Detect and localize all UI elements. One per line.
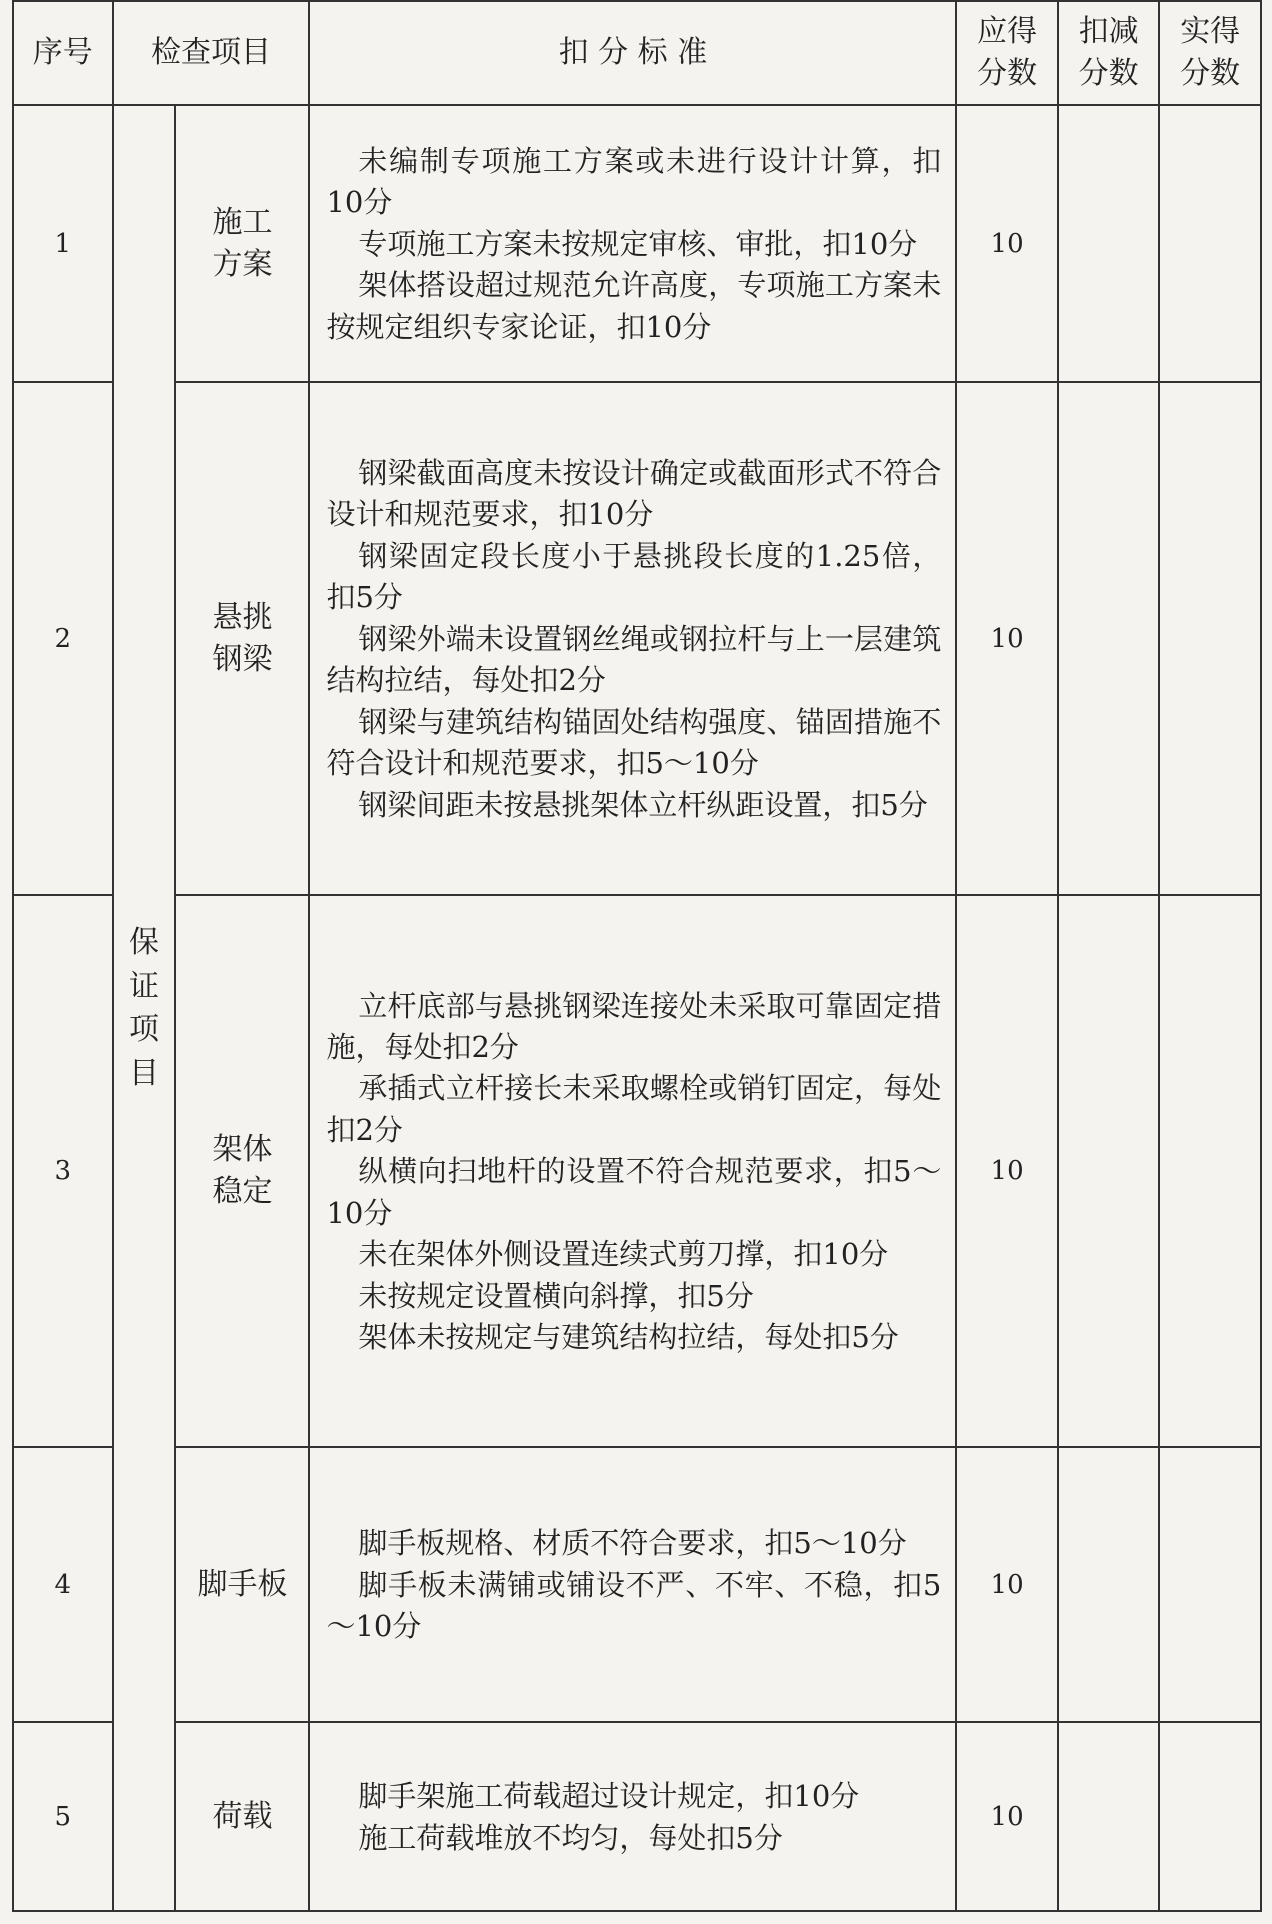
criteria-line: 脚手架施工荷载超过设计规定，扣10分: [358, 1779, 860, 1814]
row-item: 荷载: [175, 1722, 309, 1911]
header-due-score: 应得分数: [956, 1, 1058, 105]
criteria-line: 架体未按规定与建筑结构拉结，每处扣5分: [358, 1320, 899, 1355]
row-actual-score: [1159, 382, 1261, 895]
header-check-item: 检查项目: [113, 1, 310, 105]
criteria-line: 钢梁间距未按悬挑架体立杆纵距设置，扣5分: [358, 787, 928, 822]
row-actual-score: [1159, 895, 1261, 1447]
category-cell: [113, 105, 176, 1911]
row-criteria: [309, 895, 956, 1447]
header-deduct-score: 扣减分数: [1058, 1, 1160, 105]
criteria-line: 脚手板规格、材质不符合要求，扣5～10分: [358, 1526, 907, 1561]
criteria-line: 钢梁外端未设置钢丝绳或钢拉杆与上一层建筑结构拉结，每处扣2分: [326, 621, 942, 698]
row-due-score: 10: [956, 895, 1058, 1447]
criteria-line: 钢梁与建筑结构锚固处结构强度、锚固措施不符合设计和规范要求，扣5～10分: [326, 704, 942, 781]
row-actual-score: [1159, 1447, 1261, 1722]
row-seq: 4: [13, 1447, 113, 1722]
table-row: [13, 382, 1261, 895]
row-criteria: [309, 105, 956, 382]
category-label: 保证项目: [128, 925, 159, 1091]
header-row: [13, 1, 1261, 105]
row-item: 脚手板: [175, 1447, 309, 1722]
header-seq: 序号: [13, 1, 113, 105]
row-seq: 1: [13, 105, 113, 382]
criteria-line: 脚手板未满铺或铺设不严、不牢、不稳，扣5～10分: [326, 1567, 942, 1644]
criteria-line: 专项施工方案未按规定审核、审批，扣10分: [358, 226, 918, 261]
row-due-score: 10: [956, 382, 1058, 895]
table-row: [13, 895, 1261, 1447]
row-deduct-score: [1058, 1447, 1160, 1722]
table-row: [13, 1722, 1261, 1911]
row-deduct-score: [1058, 1722, 1160, 1911]
row-due-score: 10: [956, 1722, 1058, 1911]
row-criteria: [309, 382, 956, 895]
criteria-line: 立杆底部与悬挑钢梁连接处未采取可靠固定措施，每处扣2分: [326, 988, 942, 1064]
row-actual-score: [1159, 105, 1261, 382]
row-deduct-score: [1058, 382, 1160, 895]
header-criteria: 扣 分 标 准: [309, 1, 956, 105]
criteria-line: 未在架体外侧设置连续式剪刀撑，扣10分: [358, 1237, 889, 1272]
criteria-line: 架体搭设超过规范允许高度，专项施工方案未按规定组织专家论证，扣10分: [326, 268, 942, 344]
row-criteria: [309, 1447, 956, 1722]
row-seq: 3: [13, 895, 113, 1447]
row-actual-score: [1159, 1722, 1261, 1911]
inspection-score-table: [12, 0, 1262, 1912]
row-due-score: 10: [956, 1447, 1058, 1722]
row-seq: 5: [13, 1722, 113, 1911]
row-deduct-score: [1058, 895, 1160, 1447]
row-item: 悬挑钢梁: [175, 382, 309, 895]
table-row: [13, 1447, 1261, 1722]
row-deduct-score: [1058, 105, 1160, 382]
criteria-line: 未编制专项施工方案或未进行设计计算，扣10分: [326, 143, 942, 220]
row-criteria: [309, 1722, 956, 1911]
row-due-score: 10: [956, 105, 1058, 382]
row-seq: 2: [13, 382, 113, 895]
criteria-line: 施工荷载堆放不均匀，每处扣5分: [358, 1820, 783, 1855]
criteria-line: 未按规定设置横向斜撑，扣5分: [358, 1278, 754, 1313]
row-item: 架体稳定: [175, 895, 309, 1447]
header-actual-score: 实得分数: [1159, 1, 1261, 105]
criteria-line: 钢梁固定段长度小于悬挑段长度的1.25倍，扣5分: [326, 538, 942, 615]
criteria-line: 纵横向扫地杆的设置不符合规范要求，扣5～10分: [326, 1154, 942, 1230]
row-item: 施工方案: [175, 105, 309, 382]
table-row: [13, 105, 1261, 382]
criteria-line: 钢梁截面高度未按设计确定或截面形式不符合设计和规范要求，扣10分: [326, 455, 942, 532]
criteria-line: 承插式立杆接长未采取螺栓或销钉固定，每处扣2分: [326, 1071, 942, 1147]
